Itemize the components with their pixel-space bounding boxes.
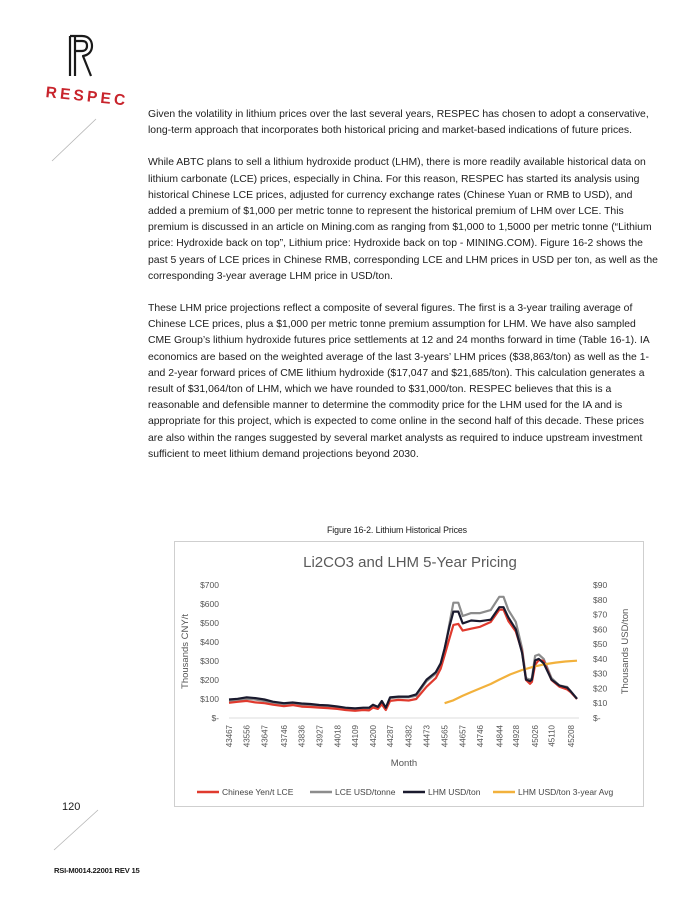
- legend-label: LHM USD/ton: [428, 787, 481, 797]
- x-tick-label: 45208: [566, 725, 576, 748]
- y-axis-title: Thousands CNY/t: [180, 614, 191, 689]
- chart-title: Li2CO3 and LHM 5-Year Pricing: [303, 554, 517, 571]
- logo-r-mark: [66, 34, 94, 78]
- page-number: 120: [62, 801, 81, 813]
- y2-tick-label: $80: [593, 594, 608, 605]
- x-tick-label: 44018: [333, 725, 343, 748]
- x-tick-label: 45026: [531, 725, 541, 748]
- paragraph-projections: These LHM price projections reflect a composite of several figures. The first is a 3-year trailing average of Chinese LCE prices, plus a $1,000 per metric tonne premium assumption for LHM. We have also sampled CME Group’s lithium hydroxide futures price settlements at 12 and 24 months forward in time (Table 16-1). IA economics are based on the weighted average of the last 3-years’ LHM prices ($38,863/ton) as well as the 1- and 2-year forward prices of CME lithium hydroxide ($17,047 and $21,685/ton). This calculation generates a result of $31,064/ton of LHM, which we have rounded to $31,000/ton. RESPEC believes that this is a reasonable and defensible manner to determine the commodity price for the LHM used for the IA and is appropriate for this project, which is expected to come online in the second half of this decade. These prices are also within the ranges suggested by several market analysts as required to induce upstream investment sufficient to meet lithium demand projections beyond 2030.: [148, 303, 650, 460]
- y2-axis-title: Thousands USD/ton: [620, 608, 631, 695]
- document-id: RSI-M0014.22001 REV 15: [54, 866, 140, 875]
- respec-logo: [44, 34, 130, 114]
- y-tick-label: $300: [200, 656, 219, 666]
- decorative-divider-bottom: [52, 808, 102, 852]
- legend-label: LHM USD/ton 3-year Avg: [518, 787, 614, 797]
- y2-tick-label: $70: [593, 609, 608, 620]
- x-tick-label: 43647: [260, 725, 270, 748]
- chart-canvas: [175, 542, 645, 808]
- logo-wordmark: [44, 80, 130, 110]
- x-tick-label: 43556: [242, 725, 252, 748]
- y2-tick-label: $90: [593, 580, 608, 590]
- x-tick-label: 44287: [386, 725, 396, 748]
- y2-tick-label: $50: [593, 639, 608, 650]
- logo-letter: R: [66, 34, 67, 35]
- x-tick-label: 44382: [404, 725, 414, 748]
- x-tick-label: 43467: [225, 725, 235, 748]
- x-tick-label: 43927: [315, 725, 325, 748]
- paragraph-volatility: Given the volatility in lithium prices over the last several years, RESPEC has chosen to adopt a conservative, long-term approach that incorporates both historical pricing and market-based indications of future prices.: [148, 109, 649, 137]
- y2-tick-label: $20: [593, 683, 608, 694]
- y2-tick-label: $30: [593, 668, 608, 679]
- series-line-2: [229, 597, 577, 710]
- x-tick-label: 45110: [547, 725, 557, 747]
- series-line-3: [229, 607, 577, 708]
- x-axis-title: Month: [390, 758, 418, 769]
- paragraph-lce-analysis: While ABTC plans to sell a lithium hydroxide product (LHM), there is more readily available historical data on lithium carbonate (LCE) prices, especially in China. For this reason, RESPEC has started its analysis using historical Chinese LCE prices, adjusted for currency exchange rates (Chinese Yuan or RMB to USD), and added a premium of $1,000 per metric tonne to represent the historical premium of LHM over LCE. This premium is discussed in an article on Mining.com as ranging from $1,000 to 1,5000 per metric tonne (“Lithium price: Hydroxide back on top”, Lithium price: Hydroxide back on top - MINING.COM). Figure 16-2 shows the past 5 years of LCE prices in Chinese RMB, corresponding LCE and LHM prices in USD per ton, as well as the corresponding 3-year average LHM price in USD/ton.: [148, 157, 658, 282]
- y2-tick-label: $-: [593, 713, 601, 723]
- x-tick-label: 44657: [458, 725, 468, 748]
- y-tick-label: $100: [200, 694, 219, 704]
- y2-tick-label: $40: [593, 653, 608, 664]
- y2-tick-label: $10: [593, 698, 608, 709]
- y2-tick-label: $60: [593, 624, 608, 635]
- x-tick-label: 44746: [476, 725, 486, 748]
- y-tick-label: $600: [200, 599, 219, 609]
- body-text: [148, 107, 658, 479]
- legend-label: LCE USD/tonne: [335, 787, 396, 797]
- x-tick-label: 44109: [351, 725, 361, 748]
- x-tick-label: 44200: [369, 725, 379, 748]
- decorative-divider-top: [50, 115, 100, 165]
- x-tick-label: 43746: [279, 725, 289, 748]
- y-tick-label: $200: [200, 675, 219, 685]
- x-tick-label: 44844: [495, 725, 505, 748]
- y-tick-label: $500: [200, 618, 219, 628]
- figure-caption: Figure 16-2. Lithium Historical Prices: [327, 525, 467, 535]
- x-tick-label: 44928: [511, 725, 521, 748]
- y-tick-label: $-: [211, 713, 219, 723]
- legend-label: Chinese Yen/t LCE: [222, 787, 294, 797]
- x-tick-label: 44565: [440, 725, 450, 748]
- lithium-price-chart: [174, 541, 644, 807]
- logo-word: RESPEC: [44, 84, 130, 110]
- x-tick-label: 43836: [297, 725, 307, 748]
- y-tick-label: $400: [200, 637, 219, 647]
- x-tick-label: 44473: [422, 725, 432, 748]
- y-tick-label: $700: [200, 580, 219, 590]
